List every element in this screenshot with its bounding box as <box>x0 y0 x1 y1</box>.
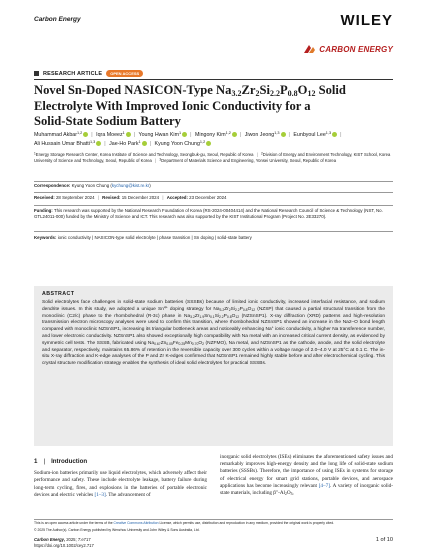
running-journal-name: Carbon Energy <box>34 16 81 23</box>
citation-link[interactable]: [1–3] <box>94 491 106 498</box>
author-name[interactable]: Iqra Moeez$^1$ <box>96 131 125 138</box>
article-type-bar <box>34 70 393 80</box>
publisher-logo: WILEY <box>340 12 393 29</box>
copyright-note: © 2025 The Author(s). Carbon Energy published by Wenzhou University and John Wiley & Sons Australia, Ltd. <box>34 528 200 532</box>
keywords: Keywords: ionic conductivity | NASICON-type solid electrolyte | phase transition | Sn doping | solid-state battery <box>34 235 252 240</box>
intro-column-left: 1 | Introduction Sodium-ion batteries primarily use liquid electrolytes, which adversely affect their performance and safety. These include electrolyte leakage, battery failure during long-term cycling, fires, and explosions in the batteries of portable electronic devices and electric vehicles [1–3]. The advancement of <box>34 458 207 498</box>
section-heading: 1 | Introduction <box>34 458 88 465</box>
orcid-icon[interactable] <box>206 141 211 146</box>
author-list: Muhammad Akbar$^{1,2}$ | Iqra Moeez$^1$ | Young Hwan Kim$^1$ | Mingony Kim$^{1,2}$ | Jiwon Jeong$^{1,3}$ | Eunbyoul Lee$^{1,3}$ | Ali Hussain Umar Bhatti$^{1,3}$ | Jae-Ho Park$^1$ | Kyung Yoon Chung$^{1,2}$ <box>34 131 342 147</box>
article-dates: Received: 28 September 2024 | Revised: 15 December 2024 | Accepted: 23 December 2024 <box>34 195 227 200</box>
orcid-icon[interactable] <box>126 132 131 137</box>
orcid-icon[interactable] <box>83 132 88 137</box>
abstract-heading: ABSTRACT <box>42 291 75 297</box>
footnote-divider <box>34 519 393 520</box>
page-number: 1 of 10 <box>375 537 393 543</box>
orcid-icon[interactable] <box>96 141 101 146</box>
orcid-icon[interactable] <box>232 132 237 137</box>
author-name[interactable]: Muhammad Akbar$^{1,2}$ <box>34 131 83 138</box>
divider <box>34 205 393 206</box>
license-note: This is an open access article under the terms of the Creative Commons Attribution License, which permits use, distribution and reproduction in any medium, provided the original work is properly cited. <box>34 521 335 525</box>
author-name[interactable]: Eunbyoul Lee$^{1,3}$ <box>293 131 332 138</box>
journal-logo-text: CARBON ENERGY <box>319 45 393 54</box>
orcid-icon[interactable] <box>281 132 286 137</box>
citation-footer: Carbon Energy, 2025; 7:e717 https://doi.org/10.1002/cey2.717 <box>34 537 94 548</box>
funding: Funding: This research was supported by the National Research Foundation of Korea (RS-2024-00404414) and the National Research Council of Science & Technology (NST, No. GTL24011-000) funded by the Ministry of Science and ICT. This research was also supported by the KIST Institutional Program (Project No. 2E33270). <box>34 208 383 220</box>
doi-link[interactable]: https://doi.org/10.1002/cey2.717 <box>34 542 94 548</box>
orcid-icon[interactable] <box>142 141 147 146</box>
divider <box>34 192 393 193</box>
article-type-label: RESEARCH ARTICLE <box>43 70 103 77</box>
journal-logo <box>303 44 393 55</box>
divider <box>34 231 393 232</box>
affiliations: $^1$Energy Storage Research Center, Korea Institute of Science and Technology, Seongbuk-gu, Seoul, Republic of Korea | $^2$Division of Energy and Environment Technology, KIST School, Korea University of Science and Technology, Seoul, Republic of Korea | $^3$Department of Materials Science and Engineering, Yonsei University, Seoul, Republic of Korea <box>34 151 391 164</box>
article-type-marker <box>34 71 39 76</box>
author-name[interactable]: Jae-Ho Park$^1$ <box>109 139 141 147</box>
correspondence: Correspondence: Kyung Yoon Chung (kychung@kist.re.kr) <box>34 183 151 188</box>
license-link[interactable]: Creative Commons Attribution <box>113 521 159 525</box>
author-name[interactable]: Kyung Yoon Chung$^{1,2}$ <box>154 139 206 147</box>
citation-link[interactable]: [4–7] <box>318 482 330 489</box>
author-name[interactable]: Mingony Kim$^{1,2}$ <box>195 131 231 138</box>
orcid-icon[interactable] <box>332 132 337 137</box>
author-name[interactable]: Ali Hussain Umar Bhatti$^{1,3}$ <box>34 139 96 147</box>
author-name[interactable]: Jiwon Jeong$^{1,3}$ <box>244 131 280 138</box>
correspondence-email-link[interactable]: kychung@kist.re.kr <box>111 183 150 188</box>
carbon-energy-logo-icon <box>303 44 316 55</box>
divider <box>34 181 393 182</box>
author-name[interactable]: Young Hwan Kim$^1$ <box>138 131 182 138</box>
article-title: Novel Sn-Doped NASICON-Type $Na_{3.2}Zr_2Si_{2.2}P_{0.8}O_{12}$ Solid Electrolyte With Improved Ionic Conductivity for a Solid-State Sodium Battery <box>34 83 346 128</box>
open-access-badge[interactable]: OPEN ACCESS <box>106 70 143 77</box>
orcid-icon[interactable] <box>182 132 187 137</box>
intro-column-right: inorganic solid electrolytes (ISEs) eliminates the aforementioned safety issues and remarkably improves high-energy density and the long life of solid-state sodium batteries (SSSBs). Therefore, the importance of using ISEs in systems for storage of electrical energy for smart grid stations, portable devices, and aerospace applications has become increasingly relevant [4–7]. A variety of inorganic solid-state materials, including $\beta''-Al_2O_3$, <box>220 454 393 497</box>
abstract-text: Solid electrolytes face challenges in solid-state sodium batteries (SSSBs) because of limited ionic conductivity, increased interfacial resistance, and sodium dendrite issues. In this study, we adopted a unique $Sn^{4+}$ doping strategy for $Na_{3.2}Zr_2Si_{2.2}P_{0.8}O_{12}$ (NZSP) that caused a partial structural transition from the monoclinic (C2/c) phase to the rhombohedral (R-3c) phase in $Na_{3.2}Zr_{1.9}Sn_{0.1}Si_{2.2}P_{0.8}O_{12}$ (NZSnSP1). X-ray diffraction (XRD) patterns and high-resolution transmission electron microscopy analyses were used to confirm this transition, where rhombohedral NZSnSP1 showed an increase in the Na2–O bond length compared with monoclinic NZSnSP1, increasing its triangular bottleneck areas and noticeably enhancing Na+ ionic conductivity, a higher Na transference number, and lower electronic conductivity. NZSnSP1 also showed exceptionally high compatibility with Na metal with an increased critical current density, as evidenced by symmetric cell tests. The SSSB, fabricated using $Na_{0.67}Zn_{0.05}Fe_{0.25}Mn_{0.70}O_2$ (NZFMO), Na metal, and NZSnSP1 as the cathode, anode, and the solid electrolyte and separator, respectively, maintains 65.86% of retention in the reversible capacity over 300 cycles within a voltage range of 2.0–4.0 V at 25°C at 0.1 C. The in-situ X-ray diffraction and K-edge analyses of the P and Zr K-edges confirmed that NZSnSP1 remained highly stable before and after electrochemical cycling. This crystal structure modification strategy enables the synthesis of ideal solid electrolytes for practical SSSBs. <box>42 300 386 367</box>
abstract-box <box>34 286 393 446</box>
